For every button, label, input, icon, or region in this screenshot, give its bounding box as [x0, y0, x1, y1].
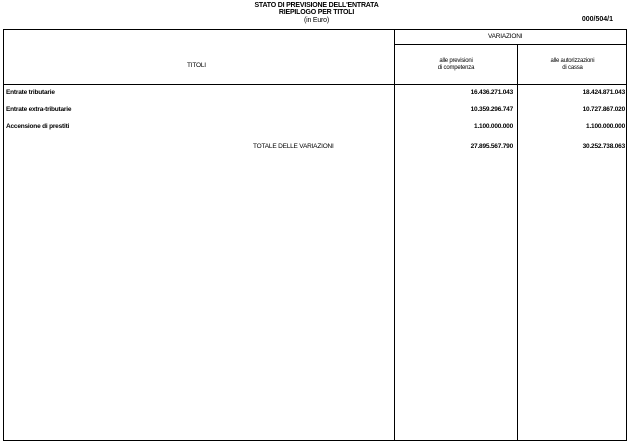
doc-unit: (in Euro) — [303, 17, 330, 24]
column-header-competenza — [395, 58, 517, 72]
row-label: Accensione di prestiti — [6, 123, 70, 130]
row-cassa: 1.100.000.000 — [586, 123, 625, 130]
column-divider-2 — [517, 44, 518, 441]
row-competenza: 1.100.000.000 — [474, 123, 513, 130]
column-header-cassa — [518, 58, 627, 72]
row-cassa: 10.727.867.020 — [582, 106, 625, 113]
competenza-line-1: alle previsioni — [439, 58, 473, 64]
competenza-line-2: di competenza — [437, 65, 475, 71]
row-label: Entrate tributarie — [6, 89, 55, 96]
total-competenza: 27.895.567.790 — [470, 143, 513, 150]
doc-code: 000/504/1 — [581, 16, 613, 23]
cassa-line-1: alle autorizzazioni — [550, 58, 595, 64]
header-divider — [3, 84, 627, 85]
total-cassa: 30.252.738.063 — [582, 143, 625, 150]
row-cassa: 18.424.871.043 — [582, 89, 625, 96]
doc-title: STATO DI PREVISIONE DELL'ENTRATA — [254, 2, 379, 9]
row-competenza: 16.436.271.043 — [470, 89, 513, 96]
doc-subtitle: RIEPILOGO PER TITOLI — [278, 9, 355, 16]
row-label: Entrate extra-tributarie — [6, 106, 72, 113]
cassa-line-2: di cassa — [562, 65, 583, 71]
variazioni-divider — [394, 44, 627, 45]
column-header-titoli: TITOLI — [187, 62, 206, 69]
column-header-variazioni: VARIAZIONI — [488, 33, 523, 40]
row-competenza: 10.359.296.747 — [470, 106, 513, 113]
total-label: TOTALE DELLE VARIAZIONI — [253, 143, 334, 150]
